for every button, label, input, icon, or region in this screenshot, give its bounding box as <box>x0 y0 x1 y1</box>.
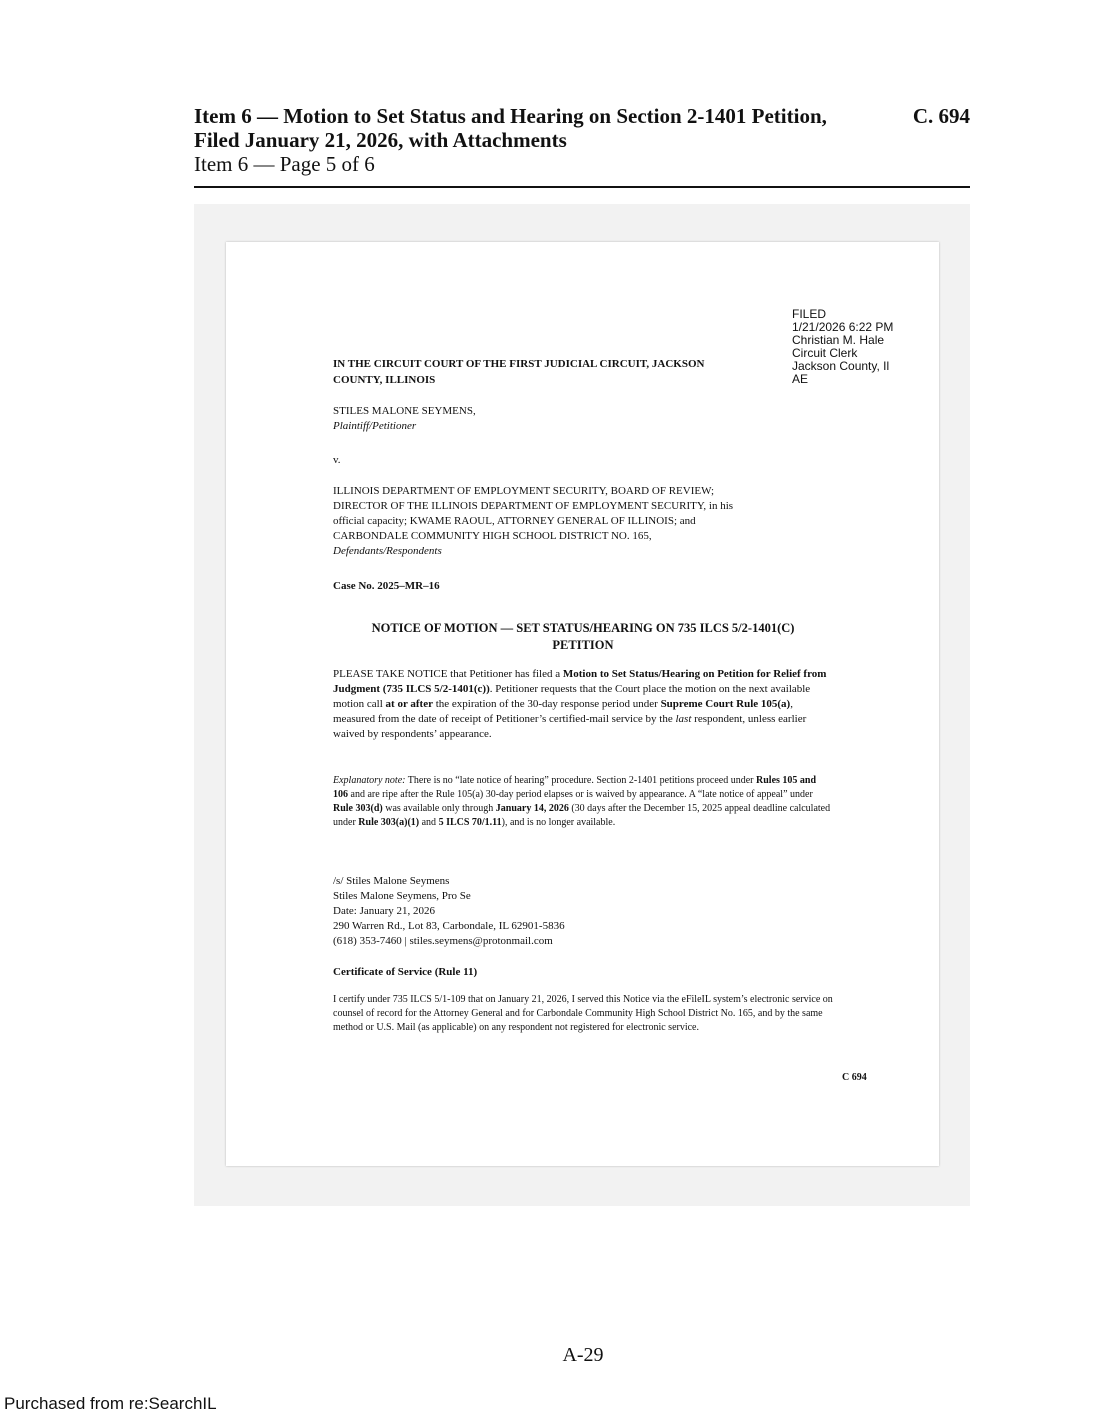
notice-title: NOTICE OF MOTION — SET STATUS/HEARING ON 735 ILCS 5/2-1401(C) PETITION <box>371 621 795 652</box>
explanatory-note: Explanatory note: There is no “late notice of hearing” procedure. Section 2-1401 petitions proceed under Rules 105 and 106 and are ripe after the Rule 105(a) 30-day period elapses or is waived by appearance. A “late notice of appeal” under Rule 303(d) was available only through January 14, 2026 (30 days after the December 15, 2025 appeal deadline calculated under Rule 303(a)(1) and 5 ILCS 70/1.11), and is no longer available. <box>333 775 831 828</box>
page-record-mark: C 694 <box>842 1072 867 1083</box>
purchase-notice: Purchased from re:SearchIL <box>4 1394 217 1413</box>
versus-label: v. <box>333 454 341 466</box>
defendants-block: ILLINOIS DEPARTMENT OF EMPLOYMENT SECURITY, BOARD OF REVIEW; DIRECTOR OF THE ILLINOIS DEPARTMENT OF EMPLOYMENT SECURITY, in his official capacity; KWAME RAOUL, ATTORNEY GENERAL OF ILLINOIS; and CARBONDALE COMMUNITY HIGH SCHOOL DISTRICT NO. 165, Defendants/Respondents <box>333 485 734 557</box>
filed-stamp: FILED 1/21/2026 6:22 PM Christian M. Hale Circuit Clerk Jackson County, Il AE <box>792 307 894 386</box>
record-reference: C. 694 <box>912 104 970 128</box>
court-caption: IN THE CIRCUIT COURT OF THE FIRST JUDICIAL CIRCUIT, JACKSON COUNTY, ILLINOIS <box>333 358 705 386</box>
case-number: Case No. 2025–MR–16 <box>333 580 440 592</box>
plaintiff-block: STILES MALONE SEYMENS, Plaintiff/Petitioner <box>333 405 476 432</box>
item-page-indicator: Item 6 — Page 5 of 6 <box>194 152 375 176</box>
appendix-page-number: A-29 <box>562 1344 604 1366</box>
scanned-page <box>226 242 939 1166</box>
item-header <box>194 104 970 176</box>
item-title: Item 6 — Motion to Set Status and Hearing on Section 2-1401 Petition, Filed January 21, 2026, with Attachments <box>194 104 827 152</box>
notice-paragraph: PLEASE TAKE NOTICE that Petitioner has filed a Motion to Set Status/Hearing on Petition for Relief from Judgment (735 ILCS 5/2-1401(c)). Petitioner requests that the Court place the motion on the next available motion call at or after the expiration of the 30-day response period under Supreme Court Rule 105(a), measured from the date of receipt of Petitioner’s certified-mail service by the last respondent, unless earlier waived by respondents’ appearance. <box>333 668 827 740</box>
signature-block: /s/ Stiles Malone Seymens Stiles Malone Seymens, Pro Se Date: January 21, 2026 290 Warren Rd., Lot 83, Carbondale, IL 62901-5836 (618) 353-7460 | stiles.seymens@protonmail.com <box>333 875 565 947</box>
header-divider <box>194 186 970 188</box>
certificate-heading: Certificate of Service (Rule 11) <box>333 966 478 978</box>
certificate-text: I certify under 735 ILCS 5/1-109 that on January 21, 2026, I served this Notice via the eFileIL system’s electronic service on counsel of record for the Attorney General and for Carbondale Community High School District No. 165, and by the same method or U.S. Mail (as applicable) on any respondent not registered for electronic service. <box>333 994 833 1033</box>
